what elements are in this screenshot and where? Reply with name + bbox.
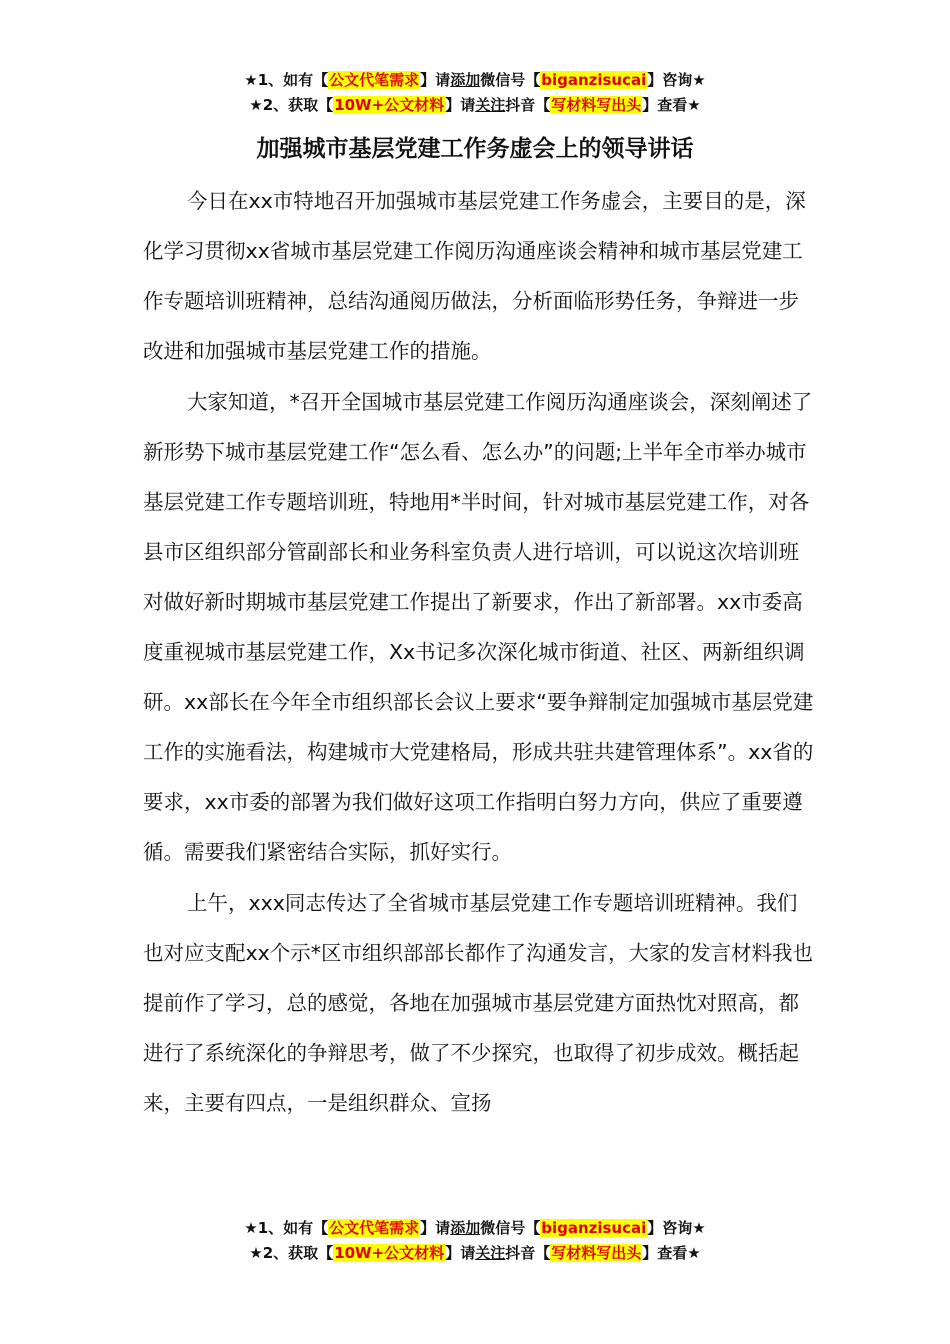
promo-text: 】请 xyxy=(445,96,476,114)
promo-text: 】咨询★ xyxy=(647,1219,706,1237)
promo-banner-bottom xyxy=(0,1216,950,1266)
promo-underlined: 添加 xyxy=(450,71,481,89)
promo-wechat-id: biganzisucai xyxy=(541,71,647,89)
promo-line-2 xyxy=(0,1241,950,1266)
promo-text: 】请 xyxy=(420,1219,451,1237)
promo-underlined: 添加 xyxy=(450,1219,481,1237)
promo-line-2 xyxy=(0,93,950,118)
promo-underlined: 关注 xyxy=(475,1244,506,1262)
promo-highlight: 10W+公文材料 xyxy=(334,1244,445,1262)
promo-line-1 xyxy=(0,68,950,93)
paragraph-1: 今日在xx市特地召开加强城市基层党建工作务虚会，主要目的是，深化学习贯彻xx省城市基层党建工作阅历沟通座谈会精神和城市基层党建工作专题培训班精神，总结沟通阅历做法，分析面临形势任务，争辩进一步改进和加强城市基层党建工作的措施。 xyxy=(143,189,806,363)
promo-text: 】请 xyxy=(420,71,451,89)
promo-banner-top xyxy=(0,68,950,118)
promo-text: ★2、获取【 xyxy=(249,96,334,114)
promo-text: ★2、获取【 xyxy=(249,1244,334,1262)
promo-text: 抖音【 xyxy=(505,96,551,114)
promo-underlined: 关注 xyxy=(475,96,506,114)
promo-text: 】请 xyxy=(445,1244,476,1262)
promo-highlight: 10W+公文材料 xyxy=(334,96,445,114)
promo-douyin-account: 写材料写出头 xyxy=(551,96,642,114)
document-body xyxy=(143,176,815,1129)
promo-douyin-account: 写材料写出头 xyxy=(551,1244,642,1262)
paragraph-3: 上午，xxx同志传达了全省城市基层党建工作专题培训班精神。我们也对应支配xx个示*区市组织部部长都作了沟通发言，大家的发言材料我也提前作了学习，总的感觉，各地在加强城市基层党建方面热忱对照高，都进行了系统深化的争辩思考，做了不少探究，也取得了初步成效。概括起来，主要有四点，一是组织群众、宣扬 xyxy=(143,891,814,1115)
promo-text: 微信号【 xyxy=(480,1219,541,1237)
promo-highlight: 公文代笔需求 xyxy=(329,1219,420,1237)
promo-text: ★1、如有【 xyxy=(244,71,329,89)
paragraph-2: 大家知道，*召开全国城市基层党建工作阅历沟通座谈会，深刻阐述了新形势下城市基层党建工作“怎么看、怎么办”的问题;上半年全市举办城市基层党建工作专题培训班，特地用*半时间，针对城市基层党建工作，对各县市区组织部分管副部长和业务科室负责人进行培训，可以说这次培训班对做好新时期城市基层党建工作提出了新要求，作出了新部署。xx市委高度重视城市基层党建工作，Xx书记多次深化城市街道、社区、两新组织调研。xx部长在今年全市组织部长会议上要求“要争辩制定加强城市基层党建工作的实施看法，构建城市大党建格局，形成共驻共建管理体系”。xx省的要求，xx市委的部署为我们做好这项工作指明白努力方向，供应了重要遵循。需要我们紧密结合实际，抓好实行。 xyxy=(143,390,814,864)
promo-text: 微信号【 xyxy=(480,71,541,89)
promo-line-1 xyxy=(0,1216,950,1241)
promo-wechat-id: biganzisucai xyxy=(541,1219,647,1237)
promo-text: 】查看★ xyxy=(642,1244,701,1262)
promo-highlight: 公文代笔需求 xyxy=(329,71,420,89)
promo-text: 】查看★ xyxy=(642,96,701,114)
document-title: 加强城市基层党建工作务虚会上的领导讲话 xyxy=(256,136,694,162)
promo-text: 】咨询★ xyxy=(647,71,706,89)
promo-text: ★1、如有【 xyxy=(244,1219,329,1237)
promo-text: 抖音【 xyxy=(505,1244,551,1262)
